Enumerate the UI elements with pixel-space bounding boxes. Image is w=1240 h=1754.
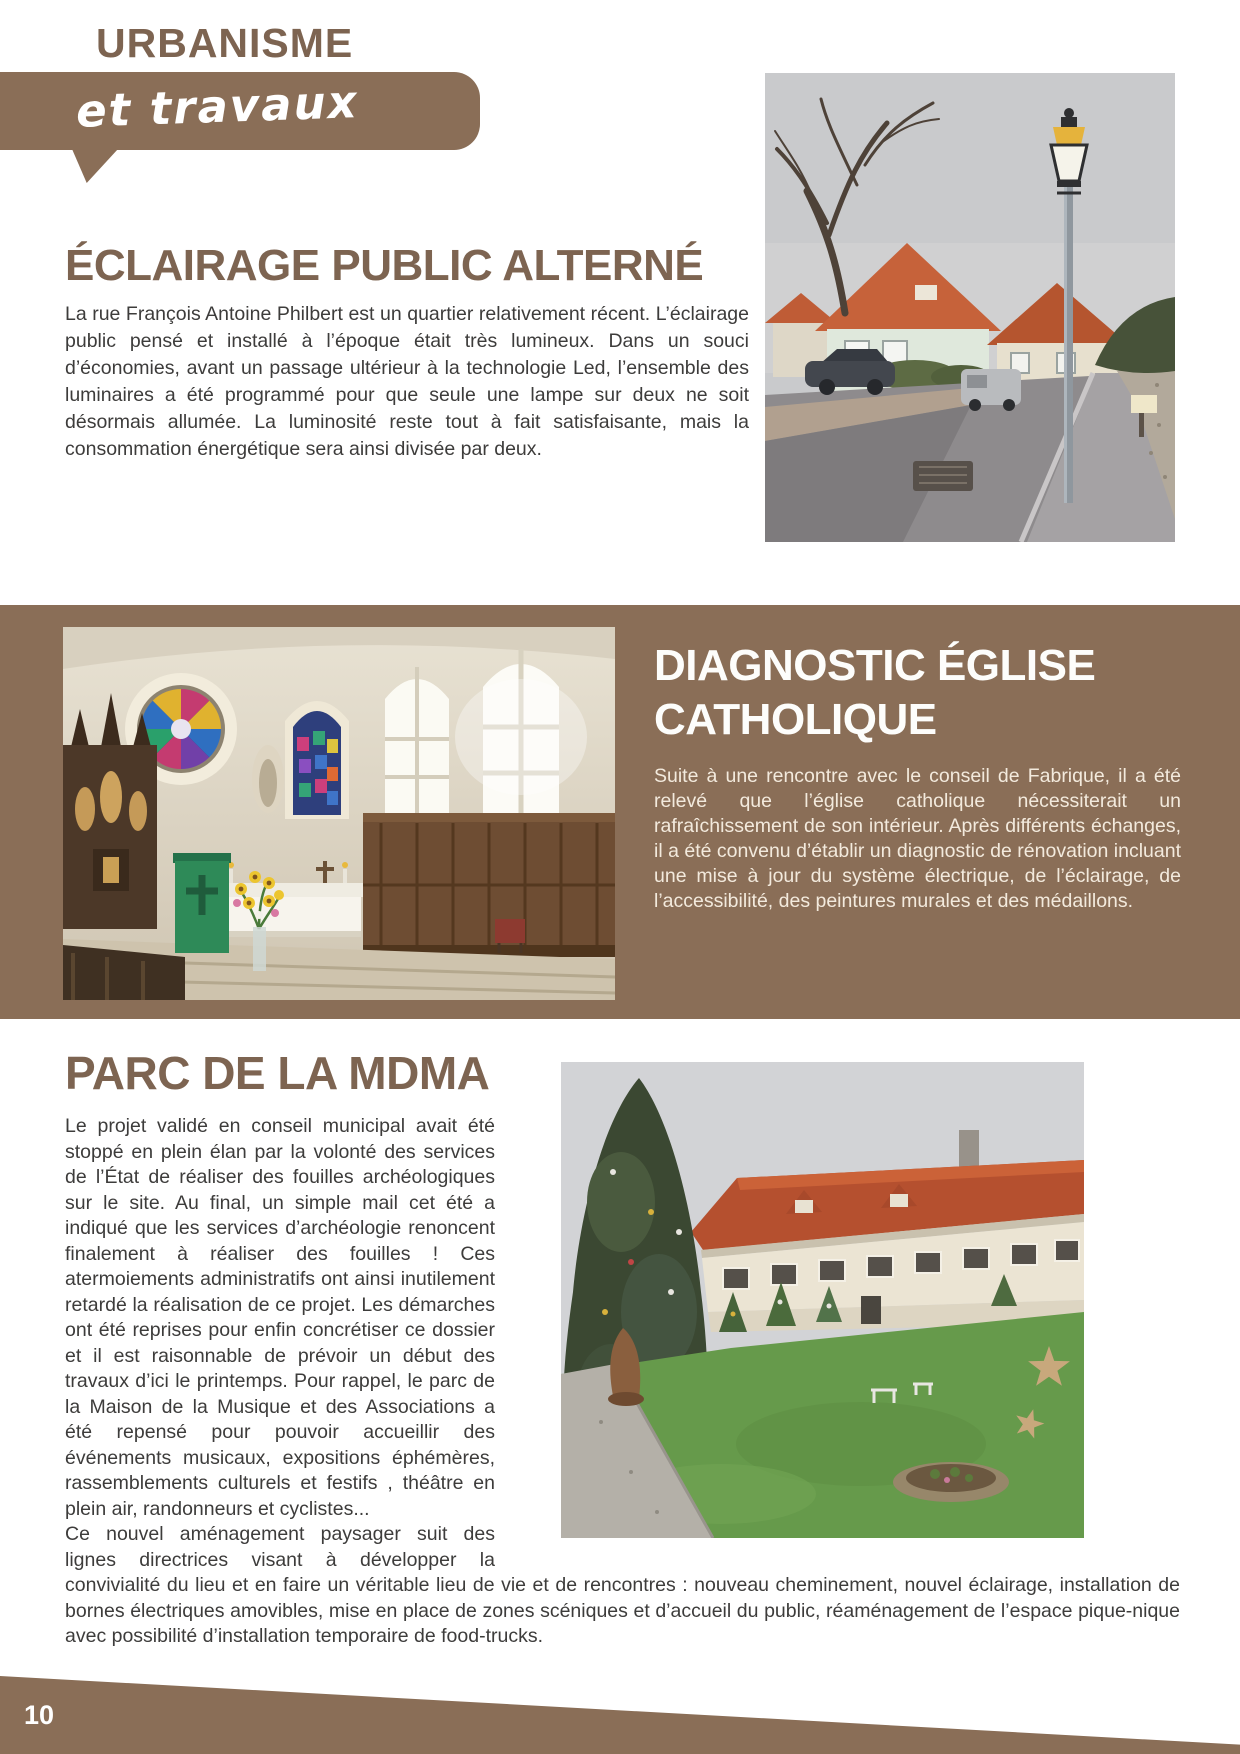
- article-eclairage-title: ÉCLAIRAGE PUBLIC ALTERNÉ: [65, 240, 704, 290]
- round-flowerbed: [893, 1462, 1009, 1502]
- page-kicker-title: URBANISME: [96, 20, 354, 66]
- page-number: 10: [24, 1700, 55, 1730]
- article-diagnostic: [654, 639, 1181, 934]
- mdma-park-photo: [561, 1062, 1084, 1538]
- article-parc-body-p1: Le projet validé en conseil municipal avait été stoppé en plein élan par la volonté des services de l’État de réaliser des fouilles archéologiques sur le site. Au final, un simple mail cet été a indiqué que les services d’archéologie renoncent finalement à réaliser des fouilles ! Ces atermoiements administratifs ont ainsi inutilement retardé la réalisation de ce projet. Les démarches ont été reprises pour enfin concrétiser ce dossier et il est raisonnable de prévoir un début des travaux d’ici le printemps. Pour rappel, le parc de la Maison de la Musique et des Associations a été repensé pour pouvoir accueillir des événements musicaux, expositions éphémères, rassemblements culturels et festifs , théâtre en plein air, randonneurs et cyclistes...: [65, 1115, 495, 1520]
- article-eclairage-body: La rue François Antoine Philbert est un quartier relativement récent. L’éclairage public pensé et installé à l’époque était très lumineux. Dans un souci d’économies, avant un passage ultérieur à la technologie Led, l’ensemble des luminaires a été programmé pour que seule une lampe sur deux ne soit désormais allumée. La luminosité reste tout à fait satisfaisante, mais la consommation énergétique sera ainsi divisée par deux.: [65, 302, 749, 460]
- section-banner: [0, 72, 480, 150]
- mailbox: [1131, 395, 1157, 413]
- altarpiece: [63, 693, 157, 929]
- article-parc-body-p2: Ce nouvel aménagement paysager suit des lignes directrices visant à développer la convivialité du lieu et en faire un véritable lieu de vie et de rencontres : nouveau cheminement, nouvel éclairage, installation de bornes électriques amovibles, mise en place de zones scéniques et d’accueil du public, réaménagement de l’espace pique-nique avec possibilité d’installation temporaire de food-trucks.: [65, 1523, 1180, 1647]
- footer-wedge: [0, 1676, 1240, 1754]
- church-interior-photo: [63, 627, 615, 1000]
- wood-paneling: [363, 813, 615, 957]
- stained-glass-window: [285, 701, 349, 819]
- statue-niche: [252, 745, 284, 813]
- article-diagnostic-body: Suite à une rencontre avec le conseil de Fabrique, il a été relevé que l’église catholique nécessiterait un rafraîchissement de son intérieur. Après différents échanges, il a été convenu d’établir un diagnostic de rénovation incluant une mise à jour du système électrique, de l’éclairage, de l’accessibilité, des peintures murales et des médaillons.: [654, 765, 1181, 912]
- banner-tagline: et travaux: [75, 75, 360, 138]
- drain-grate: [913, 461, 973, 491]
- article-diagnostic-title-line1: DIAGNOSTIC ÉGLISE: [654, 641, 1096, 690]
- article-diagnostic-title-line2: CATHOLIQUE: [654, 695, 937, 744]
- street-lamp-photo: [765, 73, 1175, 542]
- banner-tail-decoration: [72, 149, 118, 183]
- article-parc: [65, 1046, 1180, 1650]
- band-diagnostic: [0, 605, 1240, 1019]
- green-ambo: [173, 853, 231, 953]
- article-parc-title: PARC DE LA MDMA: [65, 1047, 490, 1099]
- red-chair: [495, 919, 525, 943]
